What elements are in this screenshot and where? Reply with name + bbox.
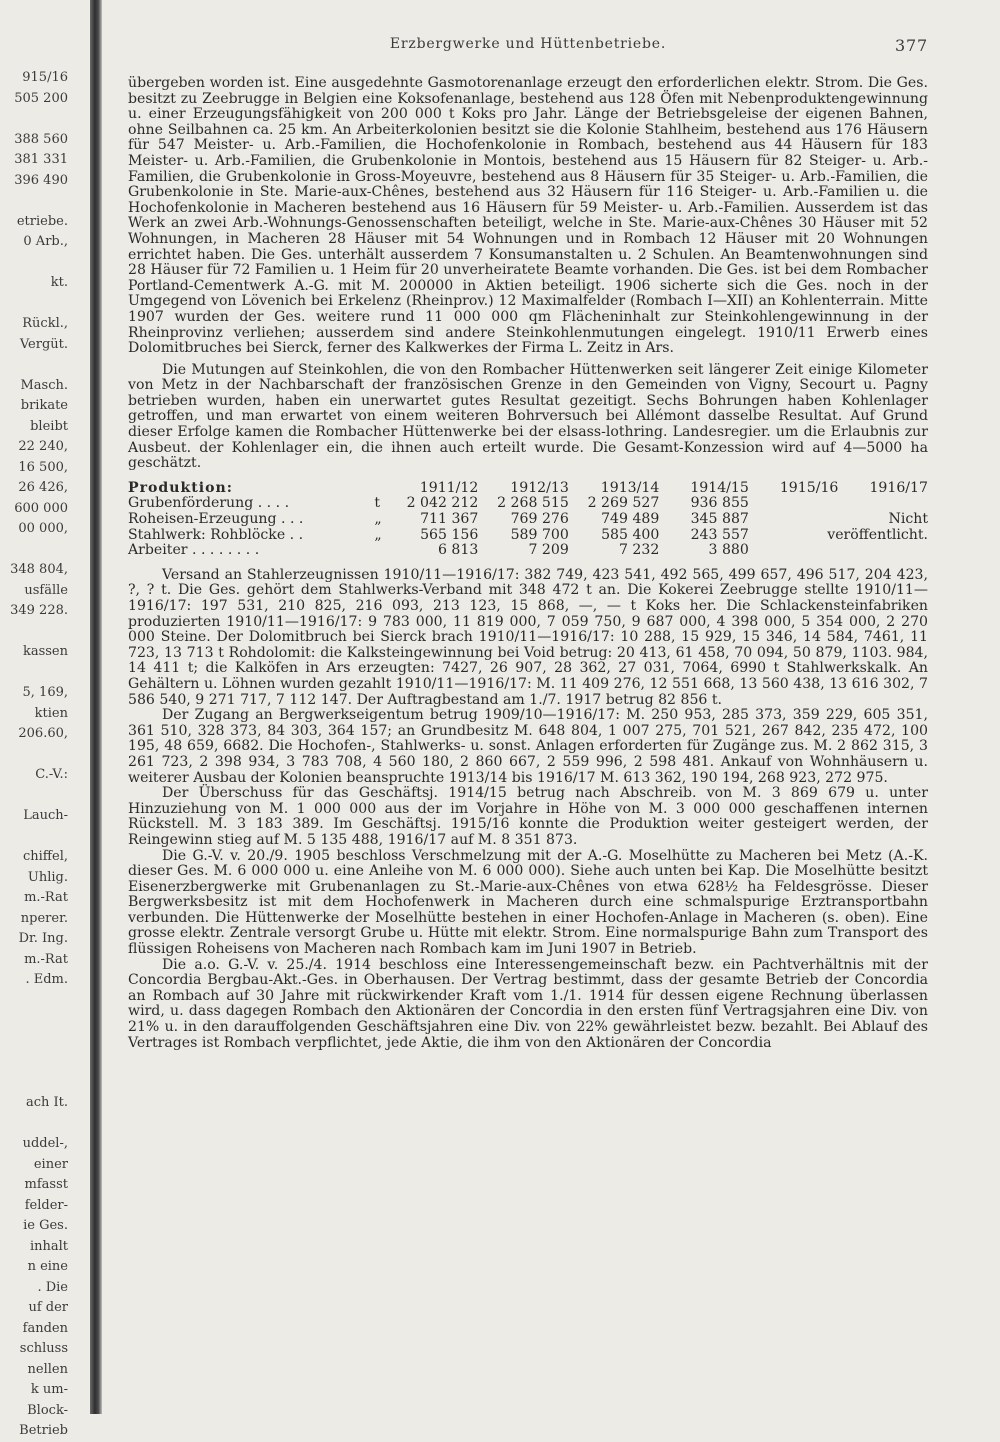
year-header: 1912/13 — [510, 479, 569, 496]
paragraph-additions: Der Zugang an Bergwerkseigentum betrug 1909/10—1916/17: M. 250 953, 285 373, 359 229, 605 351, 361 510, 328 373, 84 303, 364 157; an Grundbesitz M. 648 804, 1 007 275, 701 521, 267 842, 235 472, 100 195, 48 659, 6682. Die Hochofen-, Stahlwerks- u. sonst. Anlagen erforderten für Zugänge zus. M. 2 862 315, 3 261 723, 2 398 934, 3 783 708, 4 560 180, 2 860 667, 2 559 996, 2 598 481. Ankauf von Wohnhäusern u. weiterer Ausbau der Kolonien beanspruchte 1913/14 bis 1916/17 M. 613 362, 190 194, 268 923, 272 975. — [128, 707, 928, 786]
margin-fragment — [0, 745, 86, 766]
margin-fragment — [0, 1011, 86, 1032]
margin-fragment — [0, 1073, 86, 1094]
margin-fragment: 600 000 — [14, 500, 68, 516]
margin-fragment — [0, 540, 86, 561]
row-label: Arbeiter . . . . . . . . — [128, 542, 260, 559]
margin-fragment: 505 200 — [14, 90, 68, 106]
paragraph-shipments: Versand an Stahlerzeugnissen 1910/11—1916/17: 382 749, 423 541, 492 565, 499 657, 496 517, 204 423, ?, ? t. Die Ges. gehört dem Stahlwerks-Verband mit 348 472 t an. Die Kokerei Zeebrugge stellte 1910/11—1916/17: 197 531, 210 825, 216 093, 213 123, 15 868, —, — t Koks her. Die Schlackensteinfabriken produzierten 1910/11—1916/17: 9 783 000, 11 819 000, 7 059 750, 9 687 000, 4 398 000, 5 354 000, 2 270 000 Steine. Der Dolomitbruch bei Sierck brach 1910/11—1916/17: 10 288, 15 929, 15 346, 14 584, 7461, 11 723, 13 713 t Rohdolomit: die Kalksteingewinnung bei Void betrug: 20 413, 61 458, 70 094, 50 879, 1103. 984, 14 411 t; die Kalköfen in Ars erzeugten: 7427, 26 907, 28 362, 27 031, 7064, 6990 t Stahlwerkskalk. An Gehältern u. Löhnen wurden gezahlt 1910/11—1916/17: M. 11 409 276, 12 551 668, 13 560 438, 13 616 302, 7 586 540, 9 271 717, 7 112 147. Der Auftragbestand am 1./7. 1917 betrug 82 856 t. — [128, 566, 928, 708]
margin-fragment: felder- — [24, 1197, 68, 1213]
main-text — [128, 76, 928, 1051]
table-row — [128, 543, 928, 559]
table-cell: 2 268 515 — [497, 495, 569, 512]
margin-fragment: 26 426, — [18, 480, 68, 495]
production-table — [128, 481, 928, 559]
table-cell: 749 489 — [601, 511, 660, 528]
margin-fragment — [0, 355, 86, 376]
row-label: Roheisen-Erzeugung . . . — [128, 511, 304, 528]
margin-fragment — [0, 622, 86, 643]
margin-fragment: ktien — [34, 705, 68, 721]
margin-fragment: uddel-, — [22, 1136, 68, 1151]
margin-fragment — [0, 991, 86, 1012]
paragraph-surplus: Der Überschuss für das Geschäftsj. 1914/15 betrug nach Abschreib. von M. 3 869 679 u. unter Hinzuziehung von M. 1 000 000 aus der im Vorjahre in Höhe von M. 3 000 000 geschaffenen internen Rückstell. M. 3 183 389. Im Geschäftsj. 1915/16 konnte die Produktion weiter gesteigert werden, der Reingewinn stieg auf M. 5 135 488, 1916/17 auf M. 8 351 873. — [128, 785, 928, 848]
margin-fragment: 388 560 — [14, 131, 68, 147]
production-table-block — [128, 481, 928, 559]
margin-fragment: Dr. Ing. — [18, 931, 68, 946]
margin-fragment: etriebe. — [16, 213, 68, 229]
margin-fragment: k um- — [30, 1382, 68, 1397]
paragraph-concordia: Die a.o. G.-V. v. 25./4. 1914 beschloss eine Interessengemeinschaft bezw. ein Pachtverhältnis mit der Concordia Bergbau-Akt.-Ges. in Oberhausen. Der Vertrag bestimmt, dass der gesamte Betrieb der Concordia an Rombach auf 30 Jahre mit rückwirkender Kraft vom 1./1. 1914 für dessen eigene Rechnung überlassen wird, u. dass dagegen Rombach den Aktionären der Concordia in den ersten fünf Vertragsjahren eine Div. von 21% u. in den darauffolgenden Geschäftsjahren eine Div. von 22% gewährleistet bezw. bezahlt. Bei Ablauf des Vertrages ist Rombach verpflichtet, jede Aktie, die ihm von den Aktionären der Concordia — [128, 956, 928, 1051]
margin-fragment — [0, 786, 86, 807]
table-cell: 243 557 — [690, 526, 749, 543]
margin-fragment: 915/16 — [22, 70, 68, 85]
table-cell: 2 269 527 — [587, 495, 660, 512]
table-cell: 6 813 — [437, 542, 479, 559]
margin-fragment — [0, 1032, 86, 1053]
margin-fragment: 396 490 — [14, 172, 68, 188]
margin-fragment: einer — [33, 1156, 68, 1172]
table-row — [128, 512, 928, 528]
not-published-note: Nicht — [888, 511, 928, 528]
page-number: 377 — [895, 36, 928, 55]
margin-fragment: . Edm. — [25, 972, 68, 987]
margin-fragment — [0, 253, 86, 274]
margin-fragment — [0, 109, 86, 130]
not-published-note: veröffentlicht. — [827, 526, 928, 543]
margin-fragment: brikate — [20, 398, 68, 413]
table-cell: 345 887 — [690, 511, 749, 528]
margin-fragment: nellen — [27, 1361, 68, 1377]
margin-fragment — [0, 827, 86, 848]
margin-fragment: . Die — [37, 1279, 68, 1295]
paragraph-coal-claims: Die Mutungen auf Steinkohlen, die von den Rombacher Hüttenwerken seit längerer Zeit einige Kilometer von Metz in der Nachbarschaft der französischen Grenze in den Gemeinden von Vigny, Secourt u. Pagny betrieben wurden, haben ein unerwartet gutes Resultat gezeitigt. Sechs Bohrungen haben Kohlenlager getroffen, und man erwartet von einem weiteren Bohrversuch bei Allémont dasselbe Resultat. Auf Grund dieser Erfolge kamen die Rombacher Hüttenwerke bei der elsass-lothring. Landesregier. um die Erlaubnis zur Ausbeut. der Kohlenlager ein, die ihnen auch erteilt wurde. Die Gesamt-Konzession wird auf 4—5000 ha geschätzt. — [128, 361, 928, 472]
margin-fragment: nperer. — [20, 910, 68, 926]
row-unit: „ — [374, 511, 382, 528]
margin-fragment: ach It. — [25, 1095, 68, 1110]
year-header: 1915/16 — [779, 479, 839, 496]
running-title: Erzbergwerke und Hüttenbetriebe. — [389, 36, 667, 52]
margin-fragment: 381 331 — [14, 152, 68, 167]
left-page-margin-fragment — [0, 68, 86, 1438]
table-cell: 3 880 — [708, 542, 749, 559]
margin-fragment: fanden — [22, 1320, 68, 1336]
margin-fragment: chiffel, — [22, 849, 68, 864]
margin-fragment: Rückl., — [22, 316, 68, 331]
table-cell: 7 209 — [528, 542, 569, 559]
margin-fragment: kt. — [50, 275, 68, 290]
margin-fragment: bleibt — [30, 418, 68, 434]
year-header: 1911/12 — [419, 479, 479, 496]
margin-fragment: schluss — [19, 1341, 68, 1356]
margin-fragment — [0, 663, 86, 684]
margin-fragment: kassen — [22, 644, 68, 659]
table-cell: 2 042 212 — [406, 495, 479, 512]
margin-fragment: m.-Rat — [24, 890, 68, 905]
paragraph-colonies: übergeben worden ist. Eine ausgedehnte Gasmotorenanlage erzeugt den erforderlichen elektr. Strom. Die Ges. besitzt zu Zeebrugge in Belgien eine Koksofenanlage, bestehend aus 128 Öfen mit Nebenproduktengewinnung u. einer Erzeugungsfähigkeit von 200 000 t Koks pro Jahr. Länge der Betriebsgeleise der eigenen Bahnen, ohne Seilbahnen ca. 25 km. An Arbeiterkolonien besitzt sie die Kolonie Stahlheim, bestehend aus 176 Häusern für 547 Meister- u. Arb.-Familien, die Hochofenkolonie in Rombach, bestehend aus 44 Häusern für 183 Meister- u. Arb.-Familien, die Grubenkolonie in Montois, bestehend aus 15 Häusern für 82 Steiger- u. Arb.-Familien, die Grubenkolonie in Gross-Moyeuvre, bestehend aus 8 Häusern für 35 Steiger- u. Arb.-Familien, die Grubenkolonie in Ste. Marie-aux-Chênes, bestehend aus 32 Häusern für 116 Steiger- u. Arb.-Familien u. die Hochofenkolonie in Macheren bestehend aus 16 Häusern für 59 Meister- u. Arb.-Familien. Ausserdem ist das Werk an zwei Arb.-Wohnungs-Genossenschaften beteiligt, welche in Ste. Marie-aux-Chênes 30 Häuser mit 52 Wohnungen, in Macheren 28 Häuser mit 54 Wohnungen und in Rombach 12 Häuser mit 20 Wohnungen errichtet haben. Die Ges. unterhält ausserdem 7 Konsumanstalten u. 2 Schulen. An Beamtenwohnungen sind 28 Häuser für 72 Familien u. 1 Heim für 20 unverheiratete Beamte vorhanden. Die Ges. ist bei dem Rombacher Portland-Cementwerk A.-G. mit M. 200000 in Aktien beteiligt. 1906 sicherte sich die Ges. noch in der Umgegend von Lövenich bei Erkelenz (Rheinprov.) 12 Maximalfelder (Rombach I—XII) an Kohlenterrain. Mitte 1907 wurden der Ges. weitere rund 11 000 000 qm Flächeninhalt zur Steinkohlengewinnung in der Rheinprovinz verliehen; ausserdem sind andere Steinkohlenmutungen eingelegt. 1910/11 Erwerb eines Dolomitbruches bei Sierck, ferner des Kalkwerkes der Firma L. Zeitz in Ars. — [128, 75, 928, 357]
margin-fragment: Betrieb — [19, 1423, 68, 1438]
table-cell: 936 855 — [690, 495, 749, 512]
margin-fragment — [0, 1052, 86, 1073]
book-gutter — [90, 0, 102, 1414]
margin-fragment: 16 500, — [18, 459, 68, 475]
margin-fragment — [0, 294, 86, 315]
margin-fragment: 348 804, — [10, 562, 68, 577]
year-header: 1913/14 — [600, 479, 660, 496]
production-heading: Produktion: — [128, 479, 234, 496]
margin-fragment: Masch. — [20, 377, 68, 393]
table-cell: 7 232 — [618, 542, 660, 559]
year-header: 1914/15 — [690, 479, 749, 496]
margin-fragment: ie Ges. — [23, 1218, 68, 1233]
row-label: Grubenförderung . . . . — [128, 495, 290, 512]
table-row — [128, 496, 928, 512]
table-cell: 585 400 — [601, 526, 660, 543]
margin-fragment: Block- — [27, 1402, 68, 1418]
margin-fragment: mfasst — [24, 1177, 68, 1192]
margin-fragment: usfälle — [24, 582, 68, 598]
row-label: Stahlwerk: Rohblöcke . . — [128, 526, 304, 543]
margin-fragment: m.-Rat — [24, 951, 68, 967]
margin-fragment: 5, 169, — [22, 685, 68, 700]
margin-fragment — [0, 1114, 86, 1135]
margin-fragment: 349 228. — [10, 603, 68, 618]
margin-fragment: n eine — [27, 1259, 68, 1274]
margin-fragment — [0, 191, 86, 212]
margin-fragment: Uhlig. — [27, 869, 68, 885]
margin-fragment: 22 240, — [18, 439, 68, 454]
table-cell: 589 700 — [510, 526, 569, 543]
year-header: 1916/17 — [869, 479, 928, 496]
margin-fragment: 206.60, — [18, 726, 68, 741]
production-heading-cell — [128, 481, 374, 497]
table-row — [128, 528, 928, 544]
margin-fragment: Vergüt. — [19, 336, 68, 352]
margin-fragment: inhalt — [29, 1238, 68, 1254]
paragraph-merger: Die G.-V. v. 20./9. 1905 beschloss Verschmelzung mit der A.-G. Moselhütte zu Macheren bei Metz (A.-K. dieser Ges. M. 6 000 000 u. eine Anleihe von M. 6 000 000). Siehe auch unten bei Kap. Die Moselhütte besitzt Eisenerzbergwerke mit Grubenanlagen zu St.-Marie-aux-Chênes von etwa 628½ ha Feldesgrösse. Dieser Bergwerksbesitz ist mit dem Hochofenwerk in Macheren durch eine schmalspurige Erztransportbahn verbunden. Die Hüttenwerke der Moselhütte bestehen in einer Hochofen-Anlage in Macheren (s. oben). Eine grosse elektr. Zentrale versorgt Grube u. Hütte mit elektr. Strom. Eine normalspurige Bahn zum Transport des flüssigen Roheisens von Macheren nach Rombach kam im Juni 1907 in Betrieb. — [128, 847, 928, 958]
margin-fragment: 00 000, — [18, 521, 68, 536]
row-unit: „ — [374, 526, 382, 543]
table-cell: 565 156 — [420, 526, 479, 543]
table-cell: 711 367 — [420, 511, 479, 528]
margin-fragment: 0 Arb., — [23, 234, 68, 249]
margin-fragment: C.-V.: — [35, 767, 68, 782]
row-unit: t — [374, 495, 381, 512]
margin-fragment: uf der — [28, 1300, 68, 1315]
row-unit — [374, 543, 388, 559]
production-header-row — [128, 481, 928, 497]
margin-fragment: Lauch- — [23, 808, 68, 823]
running-header — [128, 36, 928, 58]
table-cell: 769 276 — [510, 511, 569, 528]
